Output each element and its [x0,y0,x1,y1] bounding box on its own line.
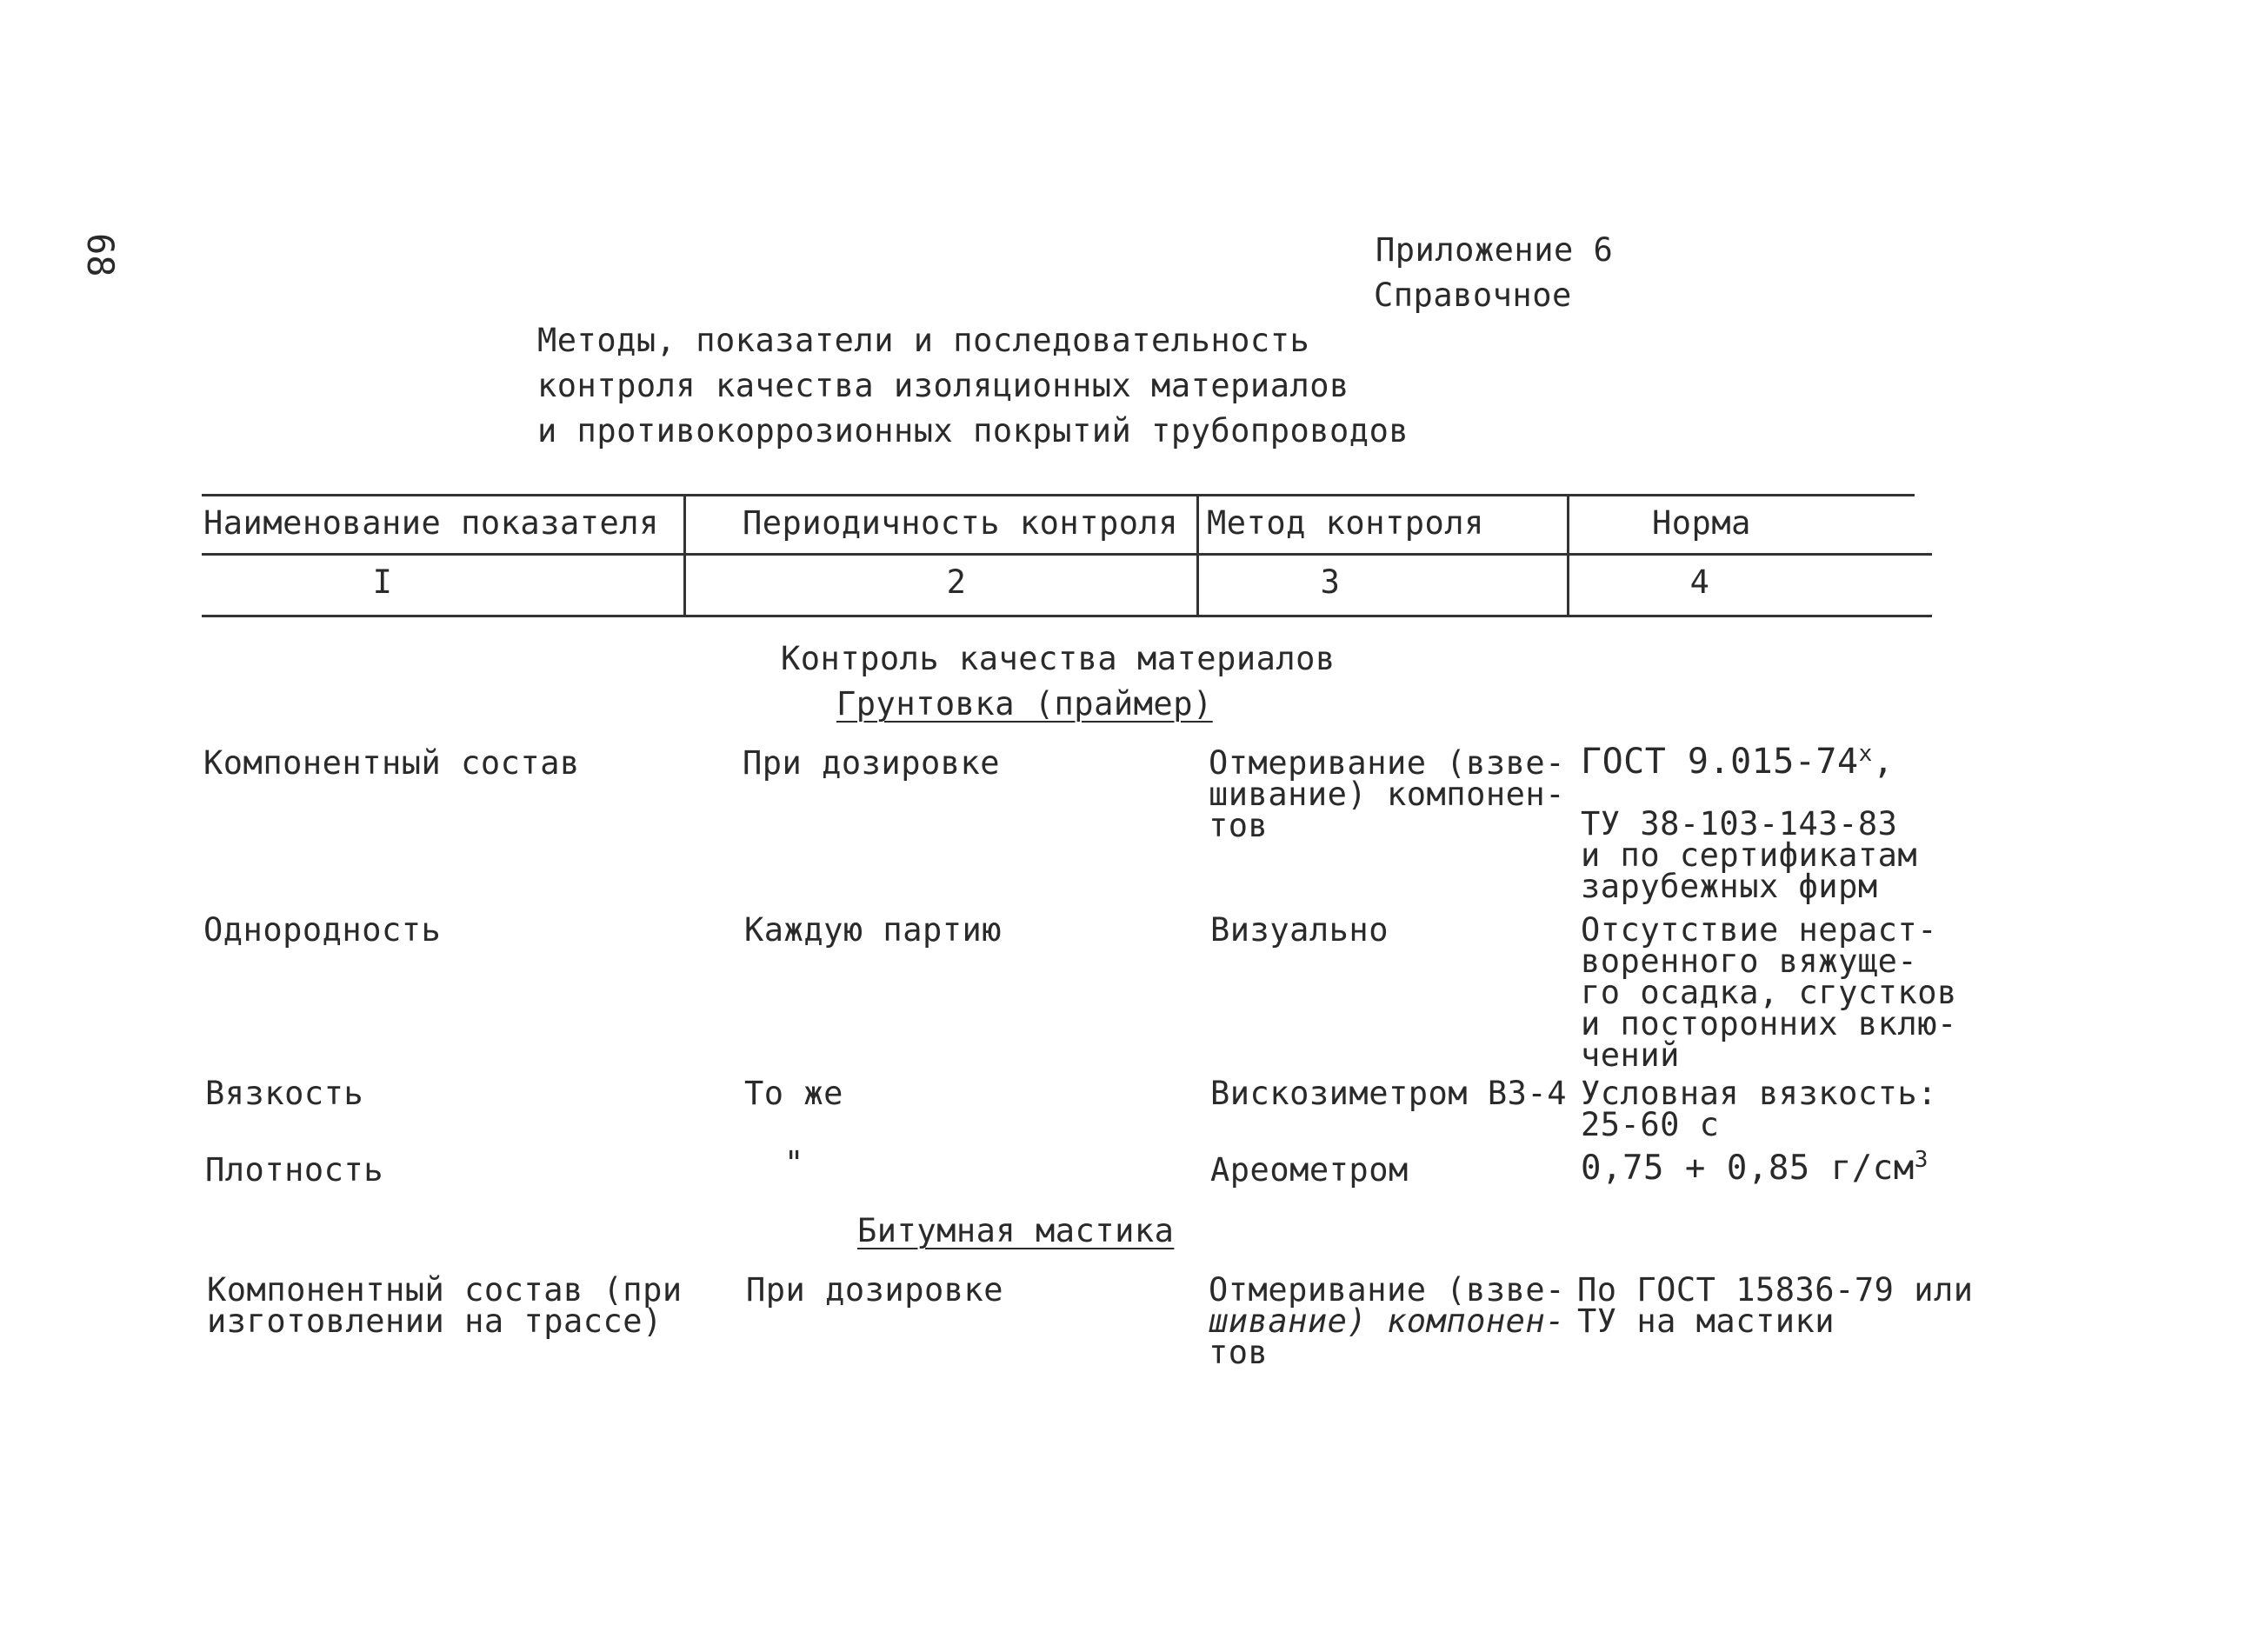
row-period: Каждую партию [744,911,1003,949]
page-number: 68 [79,233,122,277]
table-header-rule [202,553,1932,556]
doc-title-line-2: контроля качества изоляционных материалов [537,367,1349,404]
header-norm: Норма [1652,504,1751,542]
header-periodicity: Периодичность контроля [743,504,1179,542]
row-name: Однородность [203,911,442,949]
table-numbers-rule [202,615,1932,617]
row-norm-standard: ГОСТ 9.015-74$^x$, [1581,741,1895,782]
row-period: При дозировке [743,744,1001,782]
doc-title-line-1: Методы, показатели и последовательность [537,322,1310,359]
section-title: Контроль качества материалов [781,640,1336,677]
group-subtitle-primer: Грунтовка (праймер) [836,685,1213,723]
column-divider-3 [1567,496,1569,616]
row-period: При дозировке [746,1271,1004,1309]
appendix-label: Приложение 6 [1376,231,1614,269]
row-method: Вискозиметром ВЗ-4 [1210,1075,1567,1112]
row-period: То же [744,1075,843,1112]
doc-title-line-3: и противокоррозионных покрытий трубопроводов [537,412,1409,450]
row-method: Отмеривание (взве- шивание) компонен- тов [1209,744,1565,844]
column-divider-2 [1196,496,1199,616]
column-number-3: 3 [1320,563,1341,601]
appendix-type: Справочное [1374,276,1572,314]
column-number-4: 4 [1689,563,1710,601]
row-norm: Условная вязкость: 25-60 с [1581,1075,1937,1143]
row-norm: Отсутствие нераст- воренного вяжуще- го осадка, сгустков и посторонних вклю- чений [1581,911,1957,1074]
row-name: Компонентный состав [203,744,580,782]
row-norm-details: ТУ 38-103-143-83 и по сертификатам зарубежных фирм [1581,805,1918,905]
column-number-2: 2 [946,563,967,601]
row-period-ditto: " [784,1144,804,1182]
row-method: Отмеривание (взве- шивание) компонен- тов [1209,1271,1565,1371]
header-method: Метод контроля [1207,504,1484,542]
row-norm: 0,75 + 0,85 $г/см^3$ [1581,1147,1929,1188]
row-method: Ареометром [1210,1151,1409,1189]
row-norm: По ГОСТ 15836-79 или ТУ на мастики [1577,1271,1974,1340]
row-name: Плотность [205,1151,383,1189]
table-top-rule [202,494,1915,496]
header-indicator-name: Наименование показателя [203,504,659,542]
column-number-1: I [372,563,393,601]
row-name: Вязкость [205,1075,364,1112]
column-divider-1 [683,496,686,616]
group-subtitle-bitumen: Битумная мастика [857,1212,1175,1249]
row-name: Компонентный состав (при изготовлении на трассе) [207,1271,683,1340]
row-method: Визуально [1210,911,1389,949]
